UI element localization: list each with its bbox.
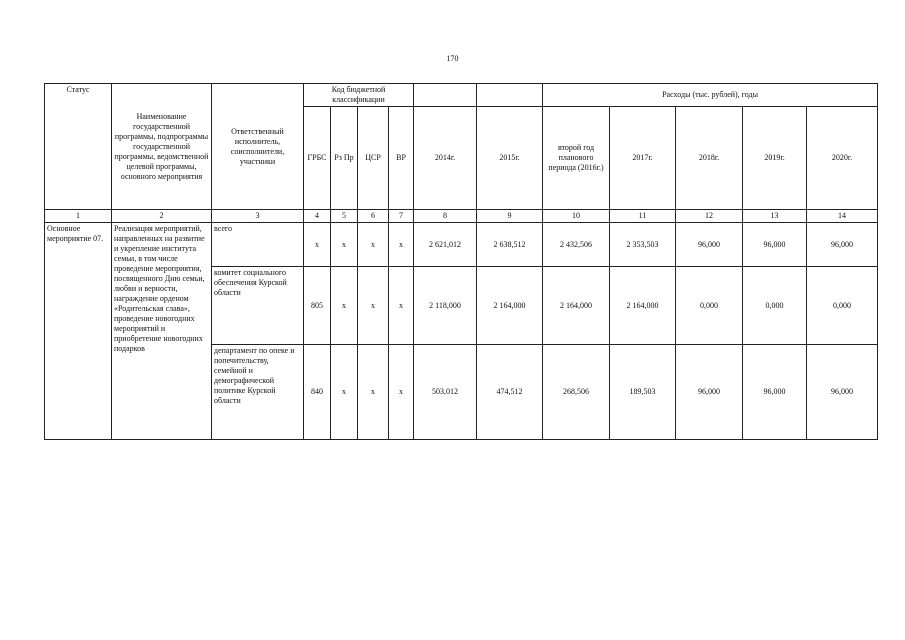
- rzpr-cell: х: [331, 223, 358, 267]
- csr-cell: х: [358, 223, 389, 267]
- column-number: 14: [807, 210, 878, 223]
- rzpr-cell: х: [331, 267, 358, 345]
- value-2014: 503,012: [414, 345, 477, 440]
- value-2020: 0,000: [807, 267, 878, 345]
- header-vr: ВР: [389, 107, 414, 210]
- value-2018: 0,000: [676, 267, 743, 345]
- vr-cell: х: [389, 267, 414, 345]
- grbs-cell: 805: [304, 267, 331, 345]
- value-2017: 189,503: [610, 345, 676, 440]
- value-2015: 474,512: [477, 345, 543, 440]
- rzpr-cell: х: [331, 345, 358, 440]
- page-number: 170: [446, 54, 459, 63]
- measure-name-cell: Реализация мероприятий, направленных на развитие и укрепление института семьи, в том числе проведение мероприятия, посвященного Дню семьи, любви и верности, награждение орденом «Родительская слава», проведение новогодних мероприятий и приобретение новогодних подарков: [112, 223, 212, 440]
- header-status: Статус: [45, 84, 112, 210]
- column-number: 12: [676, 210, 743, 223]
- column-number: 10: [543, 210, 610, 223]
- header-blank-2015: [477, 84, 543, 107]
- column-number: 11: [610, 210, 676, 223]
- column-number: 3: [212, 210, 304, 223]
- column-number-row: [45, 210, 878, 223]
- value-2016: 268,506: [543, 345, 610, 440]
- csr-cell: х: [358, 267, 389, 345]
- header-name: Наименование государственной программы, подпрограммы государственной программы, ведомственной целевой программы, основного мероприятия: [112, 84, 212, 210]
- value-2018: 96,000: [676, 345, 743, 440]
- csr-cell: х: [358, 345, 389, 440]
- value-2015: 2 164,000: [477, 267, 543, 345]
- value-2014: 2 118,000: [414, 267, 477, 345]
- column-number: 8: [414, 210, 477, 223]
- column-number: 9: [477, 210, 543, 223]
- value-2015: 2 638,512: [477, 223, 543, 267]
- budget-table: [44, 83, 878, 440]
- header-2014: 2014г.: [414, 107, 477, 210]
- value-2020: 96,000: [807, 223, 878, 267]
- value-2014: 2 621,012: [414, 223, 477, 267]
- value-2018: 96,000: [676, 223, 743, 267]
- column-number: 7: [389, 210, 414, 223]
- column-number: 4: [304, 210, 331, 223]
- column-number: 5: [331, 210, 358, 223]
- column-number: 1: [45, 210, 112, 223]
- column-number: 6: [358, 210, 389, 223]
- table-row: [45, 223, 878, 267]
- value-2019: 96,000: [743, 223, 807, 267]
- header-expenses: Расходы (тыс. рублей), годы: [543, 84, 878, 107]
- header-rzpr: Рз Пр: [331, 107, 358, 210]
- vr-cell: х: [389, 345, 414, 440]
- value-2020: 96,000: [807, 345, 878, 440]
- header-grbs: ГРБС: [304, 107, 331, 210]
- value-2016: 2 164,000: [543, 267, 610, 345]
- header-blank-2014: [414, 84, 477, 107]
- column-number: 2: [112, 210, 212, 223]
- header-2020: 2020г.: [807, 107, 878, 210]
- header-csr: ЦСР: [358, 107, 389, 210]
- value-2019: 0,000: [743, 267, 807, 345]
- status-cell: Основное мероприятие 07.: [45, 223, 112, 440]
- grbs-cell: 840: [304, 345, 331, 440]
- value-2019: 96,000: [743, 345, 807, 440]
- header-2018: 2018г.: [676, 107, 743, 210]
- header-2019: 2019г.: [743, 107, 807, 210]
- header-2017: 2017г.: [610, 107, 676, 210]
- vr-cell: х: [389, 223, 414, 267]
- value-2016: 2 432,506: [543, 223, 610, 267]
- value-2017: 2 164,000: [610, 267, 676, 345]
- header-executor: Ответственный исполнитель, соисполнители, участники: [212, 84, 304, 210]
- executor-cell: департамент по опеке и попечительству, семейной и демографической политике Курской области: [212, 345, 304, 440]
- grbs-cell: х: [304, 223, 331, 267]
- header-2015: 2015г.: [477, 107, 543, 210]
- value-2017: 2 353,503: [610, 223, 676, 267]
- header-budget-code: Код бюджетной классификации: [304, 84, 414, 107]
- header-2016: второй год планового периода (2016г.): [543, 107, 610, 210]
- column-number: 13: [743, 210, 807, 223]
- executor-cell: комитет социального обеспечения Курской области: [212, 267, 304, 345]
- executor-cell: всего: [212, 223, 304, 267]
